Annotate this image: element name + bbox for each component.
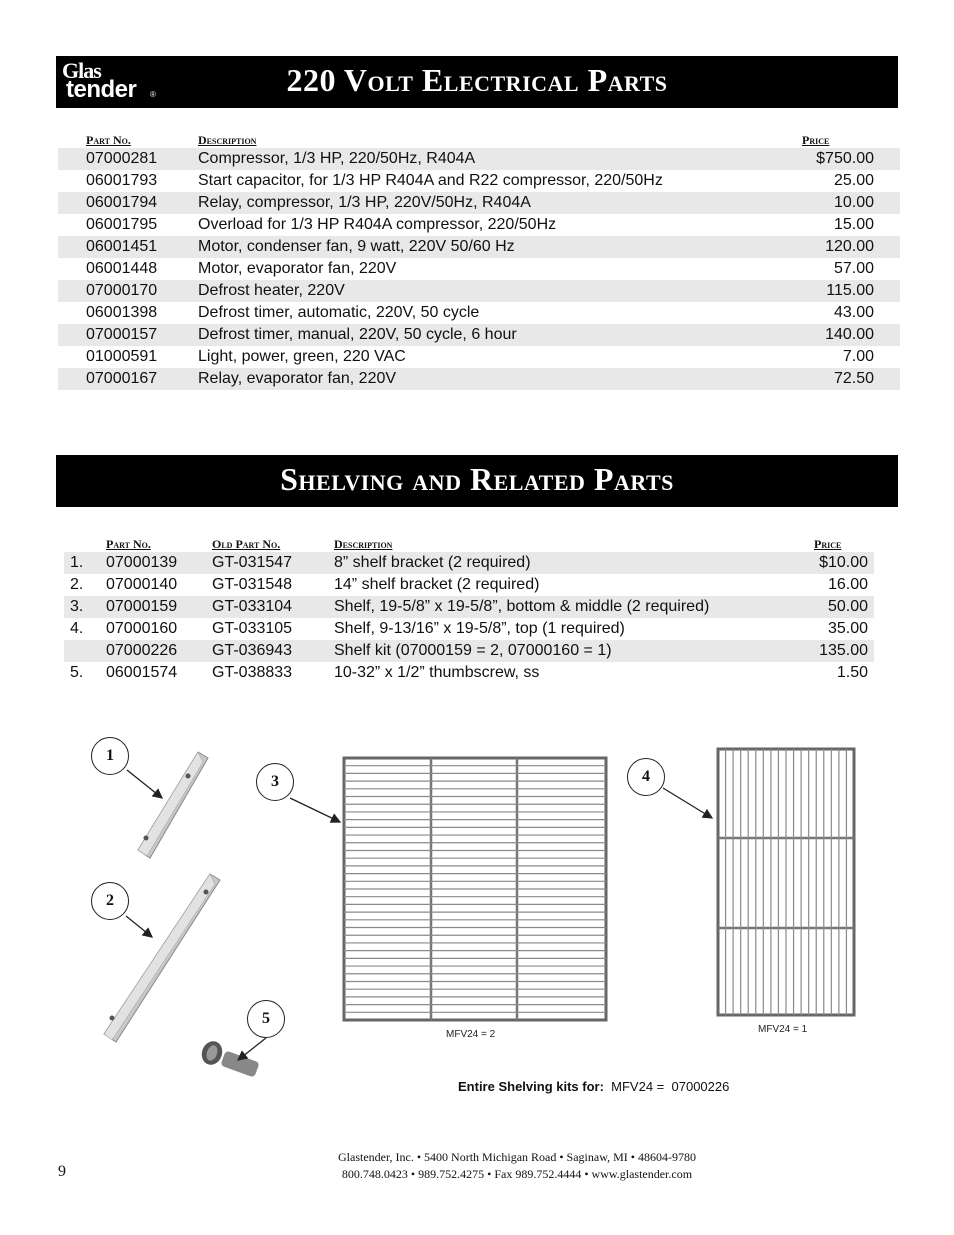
- callout-5: 5: [247, 1000, 285, 1038]
- electrical-title: 220 Volt Electrical Parts: [286, 62, 668, 98]
- kits-label: Entire Shelving kits for:: [458, 1079, 604, 1094]
- part-number: 06001398: [86, 304, 158, 321]
- part-price: $750.00: [798, 148, 874, 170]
- callout-3: 3: [256, 763, 294, 801]
- item-number: 4.: [70, 620, 84, 637]
- part-description: Defrost timer, manual, 220V, 50 cycle, 6 hour: [198, 324, 798, 346]
- bracket-8-inch-image: [138, 752, 208, 858]
- part-description: Relay, evaporator fan, 220V: [198, 368, 798, 390]
- part-number: 06001793: [86, 172, 158, 189]
- part-price: 115.00: [798, 280, 874, 302]
- footer-line-2: 800.748.0423 • 989.752.4275 • Fax 989.752.4444 • www.glastender.com: [341, 1167, 693, 1181]
- callout-2: 2: [91, 882, 129, 920]
- part-price: 1.50: [836, 664, 868, 681]
- part-price: 25.00: [833, 172, 874, 189]
- part-price: 120.00: [798, 236, 874, 258]
- part-price: 140.00: [798, 324, 874, 346]
- shelving-kit-note: [458, 1079, 729, 1094]
- part-price: $10.00: [804, 552, 868, 574]
- part-description: Compressor, 1/3 HP, 220/50Hz, R404A: [198, 148, 798, 170]
- part-description: Motor, condenser fan, 9 watt, 220V 50/60 Hz: [198, 236, 798, 258]
- part-price: 16.00: [827, 576, 868, 593]
- old-part-number: GT-036943: [212, 640, 334, 662]
- logo-tender: tender: [66, 76, 137, 103]
- part-number: 06001795: [86, 216, 158, 233]
- footer-address: [0, 1149, 954, 1183]
- callout-4: 4: [627, 758, 665, 796]
- part-price: 7.00: [842, 348, 874, 365]
- logo-registered-mark: ®: [150, 90, 156, 99]
- header-description: Description: [198, 133, 257, 147]
- header-price: Price: [814, 537, 842, 551]
- part-price: 57.00: [833, 260, 874, 277]
- part-description: Shelf, 19-5/8” x 19-5/8”, bottom & middle (2 required): [334, 596, 804, 618]
- old-part-number: GT-033105: [212, 620, 293, 637]
- part-number: 07000281: [58, 148, 198, 170]
- part-description: Relay, compressor, 1/3 HP, 220V/50Hz, R404A: [198, 192, 798, 214]
- part-number: 07000167: [58, 368, 198, 390]
- header-description: Description: [334, 537, 393, 551]
- part-description: Defrost timer, automatic, 220V, 50 cycle: [198, 304, 480, 321]
- part-number: 07000170: [58, 280, 198, 302]
- item-number: 3.: [64, 596, 106, 618]
- shelf-9x19-image: [718, 749, 854, 1015]
- page-number: 9: [58, 1163, 66, 1180]
- old-part-number: GT-033104: [212, 596, 334, 618]
- header-part-no: Part No.: [86, 133, 131, 147]
- part-description: 14” shelf bracket (2 required): [334, 576, 540, 593]
- part-description: Shelf, 9-13/16” x 19-5/8”, top (1 required): [334, 620, 625, 637]
- part-price: 50.00: [804, 596, 868, 618]
- footer-line-1: Glastender, Inc. • 5400 North Michigan Road • Saginaw, MI • 48604-9780: [338, 1150, 696, 1164]
- item-number: 2.: [70, 576, 84, 593]
- header-price: Price: [802, 133, 830, 147]
- part-description: Motor, evaporator fan, 220V: [198, 260, 397, 277]
- part-number: 07000140: [106, 576, 178, 593]
- part-number: 07000157: [58, 324, 198, 346]
- item-number: 5.: [70, 664, 84, 681]
- kits-model: MFV24 =: [611, 1079, 665, 1094]
- part-description: Overload for 1/3 HP R404A compressor, 220/50Hz: [198, 216, 557, 233]
- old-part-number: GT-031547: [212, 552, 334, 574]
- part-number: 07000226: [106, 640, 212, 662]
- callout-1: 1: [91, 737, 129, 775]
- caption-shelf-3: MFV24 = 2: [446, 1029, 496, 1040]
- shelf-19x19-image: [344, 758, 606, 1020]
- part-number: 07000139: [106, 552, 212, 574]
- part-number: 07000160: [106, 620, 178, 637]
- part-description: 10-32” x 1/2” thumbscrew, ss: [334, 664, 540, 681]
- part-price: 135.00: [804, 640, 868, 662]
- shelving-title: Shelving and Related Parts: [280, 461, 674, 497]
- part-description: Light, power, green, 220 VAC: [198, 348, 406, 365]
- part-number: 01000591: [86, 348, 158, 365]
- part-price: 10.00: [798, 192, 874, 214]
- old-part-number: GT-038833: [212, 664, 293, 681]
- part-price: 15.00: [833, 216, 874, 233]
- part-number: 07000159: [106, 596, 212, 618]
- kits-part: 07000226: [671, 1079, 730, 1094]
- part-description: 8” shelf bracket (2 required): [334, 552, 804, 574]
- part-description: Start capacitor, for 1/3 HP R404A and R22 compressor, 220/50Hz: [198, 172, 663, 189]
- part-number: 06001794: [58, 192, 198, 214]
- header-part-no: Part No.: [106, 537, 151, 551]
- old-part-number: GT-031548: [212, 576, 293, 593]
- part-number: 06001574: [106, 664, 178, 681]
- part-description: Shelf kit (07000159 = 2, 07000160 = 1): [334, 640, 804, 662]
- logo-glas: Glas: [62, 58, 101, 83]
- part-price: 72.50: [798, 368, 874, 390]
- part-price: 43.00: [833, 304, 874, 321]
- thumbscrew-image: [198, 1038, 259, 1077]
- part-number: 06001448: [86, 260, 158, 277]
- part-price: 35.00: [827, 620, 868, 637]
- caption-shelf-4: MFV24 = 1: [758, 1024, 808, 1035]
- part-description: Defrost heater, 220V: [198, 280, 798, 302]
- item-number: 1.: [64, 552, 106, 574]
- header-old-part-no: Old Part No.: [212, 537, 281, 551]
- part-number: 06001451: [58, 236, 198, 258]
